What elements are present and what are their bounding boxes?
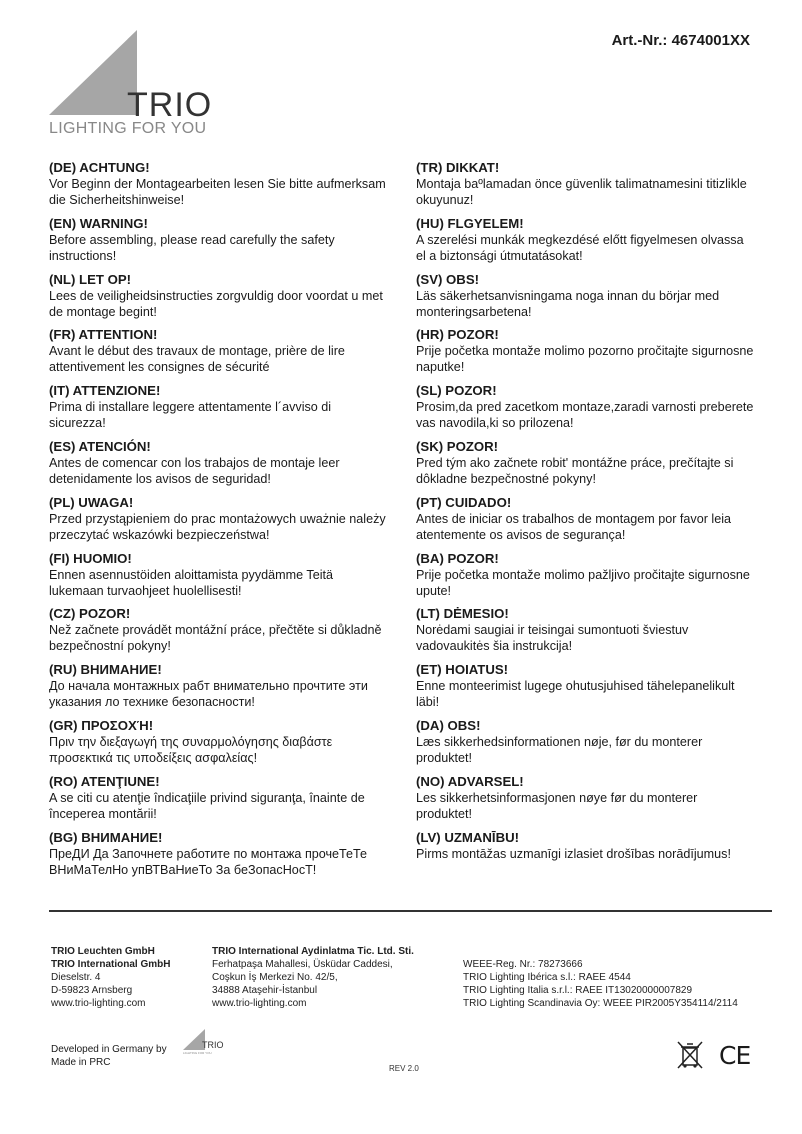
- warning-heading: (IT) ATTENZIONE!: [49, 383, 161, 399]
- warning-text: Läs säkerhetsanvisningama noga innan du börjar med monteringsarbetena!: [416, 288, 720, 319]
- warning-heading: (NL) LET OP!: [49, 271, 132, 287]
- warning-text: Pirms montāžas uzmanīgi izlasiet drošības norādījumus!: [416, 846, 731, 861]
- warning-block: [49, 662, 389, 718]
- warning-text: Antes de comencar con los trabajos de montaje leer detenidamente los avisos de seguridad!: [49, 455, 340, 486]
- address-street: Dieselstr. 4: [51, 972, 101, 983]
- warning-block: [49, 718, 389, 774]
- warning-block: [49, 216, 389, 272]
- warning-text: A szerelési munkák megkezdésé előtt figyelmesen olvassa el a biztonsági útmutatásokat!: [416, 232, 744, 263]
- weee-line: TRIO Lighting Ibérica s.l.: RAEE 4544: [463, 972, 631, 983]
- warning-block: [416, 439, 756, 495]
- footer-weee-registrations: [463, 958, 783, 1010]
- warning-block: [416, 216, 756, 272]
- warning-text: Prije početka montaže molimo pažljivo pročitajte sigurnosne upute!: [416, 567, 750, 598]
- warning-block: [49, 830, 389, 886]
- mini-logo-brand: TRIO: [202, 1040, 224, 1050]
- warning-text: Než začnete provádět montážní práce, přečtěte si důkladně bezpečnostní pokyny!: [49, 623, 382, 654]
- warning-text: Prije početka montaže molimo pozorno pročitajte sigurnosne naputke!: [416, 344, 754, 375]
- warning-block: [49, 439, 389, 495]
- warning-heading: (DA) OBS!: [416, 717, 481, 733]
- crossed-bin-icon: [676, 1040, 704, 1070]
- warning-heading: (FR) ATTENTION!: [49, 327, 158, 343]
- warning-text: Læs sikkerhedsinformationen nøje, før du monterer produktet!: [416, 734, 703, 765]
- address-line: Ferhatpaşa Mahallesi, Üsküdar Caddesi,: [212, 959, 393, 970]
- warning-block: [49, 272, 389, 328]
- warning-text: Montaja baºlamadan önce güvenlik talimatnamesini titizlikle okuyunuz!: [416, 177, 747, 207]
- warning-block: [49, 327, 389, 383]
- warning-text: Prosim,da pred zacetkom montaze,zaradi varnosti preberete vas navodila,ki so prilozena!: [416, 400, 754, 431]
- warning-block: [49, 160, 389, 216]
- warning-heading: (PL) UWAGA!: [49, 494, 134, 510]
- warning-heading: (SV) OBS!: [416, 271, 480, 287]
- company-name: TRIO International Aydinlatma Tic. Ltd. Sti.: [212, 946, 414, 957]
- warning-block: [49, 495, 389, 551]
- warning-heading: (RU) ВНИМАНИЕ!: [49, 662, 162, 678]
- warning-text: Przed przystąpieniem do prac montażowych uważnie należy przeczytać wskazówki bezpieczeństwa!: [49, 511, 386, 542]
- warning-block: [416, 662, 756, 718]
- mini-logo-tagline: LIGHTING FOR YOU: [183, 1051, 212, 1055]
- footer-address-turkey: [212, 945, 452, 1010]
- warning-text: Πριν την διεξαγωγή της συναρμολόγησης διαβάστε προσεκτικά τις υποδείξεις ασφαλείας!: [49, 734, 333, 765]
- warning-heading: (LV) UZMANĪBU!: [416, 829, 520, 845]
- warning-block: [49, 606, 389, 662]
- footer-address-germany: [51, 945, 201, 1010]
- warning-heading: (NO) ADVARSEL!: [416, 773, 524, 789]
- warning-heading: (GR) ΠΡΟΣΟΧΉ!: [49, 717, 154, 733]
- warning-text: Ennen asennustöiden aloittamista pyydämme Teitä lukemaan turvaohjeet huolellisesti!: [49, 567, 333, 598]
- warning-heading: (EN) WARNING!: [49, 215, 148, 231]
- warning-text: Prima di installare leggere attentamente l´avviso di sicurezza!: [49, 400, 332, 431]
- warning-heading: (LT) DĖMESIO!: [416, 606, 509, 622]
- warning-heading: (CZ) POZOR!: [49, 606, 131, 622]
- mini-trio-logo: [181, 1029, 231, 1057]
- warning-block: [416, 551, 756, 607]
- article-number: Art.-Nr.: 4674001XX: [611, 32, 750, 49]
- warning-heading: (SK) POZOR!: [416, 438, 499, 454]
- warning-heading: (BG) ВНИМАНИЕ!: [49, 829, 163, 845]
- warning-heading: (SL) POZOR!: [416, 383, 497, 399]
- warning-text: A se citi cu atenţie îndicaţiile privind siguranţa, înainte de începerea montării!: [49, 790, 365, 821]
- logo-tagline: LIGHTING FOR YOU: [49, 120, 207, 137]
- address-city: D-59823 Arnsberg: [51, 985, 133, 996]
- warning-block: [416, 327, 756, 383]
- warning-block: [49, 383, 389, 439]
- warning-text: Vor Beginn der Montagearbeiten lesen Sie bitte aufmerksam die Sicherheitshinweise!: [49, 177, 386, 207]
- warning-heading: (FI) HUOMIO!: [49, 550, 132, 566]
- warning-text: Lees de veiligheidsinstructies zorgvuldig door voordat u met de montage begint!: [49, 288, 383, 319]
- trio-logo: [49, 28, 213, 143]
- warning-text: До начала монтажных рабт внимательно прочтите эти указания ло технике безопасности!: [49, 679, 368, 710]
- warning-heading: (BA) POZOR!: [416, 550, 499, 566]
- warning-block: [416, 718, 756, 774]
- warning-block: [416, 830, 756, 886]
- revision-label: REV 2.0: [389, 1064, 419, 1073]
- website-link[interactable]: www.trio-lighting.com: [51, 998, 146, 1009]
- warning-block: [49, 551, 389, 607]
- weee-line: WEEE-Reg. Nr.: 78273666: [463, 959, 583, 970]
- warning-block: [416, 272, 756, 328]
- warning-block: [416, 606, 756, 662]
- warning-heading: (TR) DIKKAT!: [416, 160, 500, 175]
- warning-text: Avant le début des travaux de montage, prière de lire attentivement les consignes de sécurité: [49, 344, 345, 375]
- warning-text: Antes de iniciar os trabalhos de montagem por favor leia atentemente os avisos de segurança!: [416, 511, 732, 542]
- warning-heading: (DE) ACHTUNG!: [49, 160, 150, 175]
- made-in: Made in PRC: [51, 1057, 111, 1068]
- warning-heading: (ES) ATENCIÓN!: [49, 438, 151, 454]
- warning-heading: (HR) POZOR!: [416, 327, 499, 343]
- developed-in: Developed in Germany by: [51, 1044, 167, 1055]
- company-name: TRIO Leuchten GmbH: [51, 946, 155, 957]
- warning-text: Norėdami saugiai ir teisingai sumontuoti šviestuv vadovaukitės šia instrukcija!: [416, 623, 689, 654]
- warning-heading: (ET) HOIATUS!: [416, 662, 509, 678]
- weee-line: TRIO Lighting Scandinavia Oy: WEEE PIR2005Y354114/2114: [463, 998, 738, 1009]
- footer-divider: [49, 910, 772, 912]
- origin-statement: [51, 1043, 167, 1069]
- warning-text: Before assembling, please read carefully the safety instructions!: [49, 232, 335, 263]
- address-line: Coşkun İş Merkezi No. 42/5,: [212, 972, 338, 983]
- weee-line: TRIO Lighting Italia s.r.l.: RAEE IT13020000007829: [463, 985, 693, 996]
- warning-text: Pred tým ako začnete robit' montážne práce, prečítajte si dôkladne bezpečnostné pokyny!: [416, 455, 734, 486]
- address-line: 34888 Ataşehir-İstanbul: [212, 985, 318, 996]
- warning-block: [416, 495, 756, 551]
- ce-mark-icon: CE: [719, 1041, 751, 1070]
- warning-text: ПреДИ Да Започнете работите по монтажа прочеТеТе ВНиМаТелНо упВТВаНиеТо За беЗопасНосТ!: [49, 846, 368, 877]
- company-name: TRIO International GmbH: [51, 959, 171, 970]
- website-link[interactable]: www.trio-lighting.com: [212, 998, 307, 1009]
- warnings-left-column: [49, 160, 389, 885]
- warning-text: Enne monteerimist lugege ohutusjuhised tähelepanelikult läbi!: [416, 679, 735, 710]
- warning-block: [416, 383, 756, 439]
- warning-block: [49, 774, 389, 830]
- warning-block: [416, 774, 756, 830]
- warning-heading: (PT) CUIDADO!: [416, 494, 512, 510]
- logo-brand: TRIO: [127, 86, 213, 124]
- warnings-right-column: [416, 160, 756, 885]
- warning-text: Les sikkerhetsinformasjonen nøye før du monterer produktet!: [416, 790, 698, 821]
- warning-heading: (HU) FLGYELEM!: [416, 215, 524, 231]
- warning-block: [416, 160, 756, 216]
- warning-heading: (RO) ATENŢIUNE!: [49, 773, 160, 789]
